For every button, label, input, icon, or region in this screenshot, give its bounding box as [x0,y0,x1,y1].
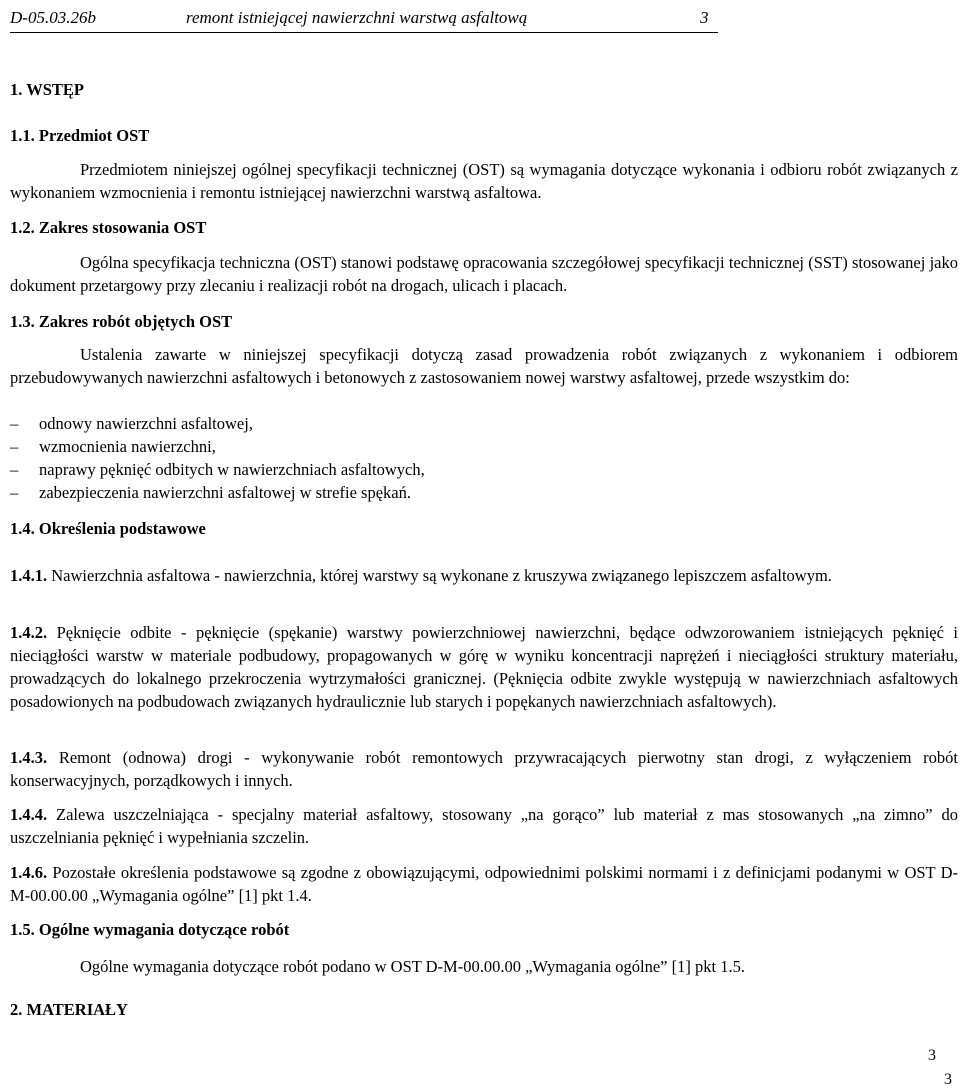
list-item: – odnowy nawierzchni asfaltowej, [10,414,253,433]
list-item: – zabezpieczenia nawierzchni asfaltowej w strefie spękań. [10,483,411,502]
definition-1-4-6 [10,861,958,907]
definition-text: Pęknięcie odbite - pęknięcie (spękanie) warstwy powierzchniowej nawierzchni, będące odwzorowaniem istniejących pęknięć i nieciągłości warstw w materiale podbudowy, propagowanych w górę w wyniku koncentracji naprężeń i nieciągłości struktury materiału, prowadzących do lokalnego przekroczenia wytrzymałości granicznej. (Pęknięcia odbite zwykle występują w nawierzchniach asfaltowych posadowionych na podbudowach związanych hydraulicznie lub starych i popękanych nawierzchniach asfaltowych). [10,623,959,711]
list-item: – naprawy pęknięć odbitych w nawierzchniach asfaltowych, [10,460,425,479]
definition-text: Pozostałe określenia podstawowe są zgodne z obowiązującymi, odpowiednimi polskimi normami i z definicjami podanymi w OST D-M-00.00.00 „Wymagania ogólne” [1] pkt 1.4. [10,863,959,905]
section-1-2-heading: 1.2. Zakres stosowania OST [10,218,207,237]
document-code: D-05.03.26b [10,8,96,27]
definition-number: 1.4.6. [10,863,48,882]
definition-number: 1.4.4. [10,805,48,824]
section-1-4-heading: 1.4. Określenia podstawowe [10,519,206,538]
definition-number: 1.4.1. [10,566,48,585]
section-1-1-text: Przedmiotem niniejszej ogólnej specyfikacji technicznej (OST) są wymagania dotyczące wykonania i odbioru robót związanych z wykonaniem wzmocnienia i remontu istniejącej nawierzchni warstwą asfaltowa. [10,160,958,202]
page-header [10,4,718,33]
section-1-1-heading: 1.1. Przedmiot OST [10,126,150,145]
definition-number: 1.4.3. [10,748,48,767]
footer-page-number: 3 [928,1047,936,1064]
dash-bullet: – [10,460,19,479]
section-1-2-text: Ogólna specyfikacja techniczna (OST) stanowi podstawę opracowania szczegółowej specyfikacji technicznej (SST) stosowanej jako dokument przetargowy przy zlecaniu i realizacji robót na drogach, ulicach i placach. [10,253,958,295]
definition-text: Zalewa uszczelniająca - specjalny materiał asfaltowy, stosowany „na gorąco” lub materiał z mas stosowanych „na zimno” do uszczelniania pęknięć i wypełniania szczelin. [10,805,959,847]
definition-1-4-3 [10,746,958,792]
corner-page-number: 3 [944,1071,952,1088]
section-1-5-heading: 1.5. Ogólne wymagania dotyczące robót [10,920,290,939]
dash-bullet: – [10,483,19,502]
section-2-heading: 2. MATERIAŁY [10,1000,128,1019]
definition-text: Nawierzchnia asfaltowa - nawierzchnia, której warstwy są wykonane z kruszywa związanego lepiszczem asfaltowym. [51,566,832,585]
dash-bullet: – [10,437,19,456]
definition-text: Remont (odnowa) drogi - wykonywanie robót remontowych przywracających pierwotny stan drogi, z wyłączeniem robót konserwacyjnych, porządkowych i innych. [10,748,959,790]
definition-1-4-1 [10,564,960,587]
section-1-3-heading: 1.3. Zakres robót objętych OST [10,312,233,331]
section-1-heading: 1. WSTĘP [10,80,84,99]
dash-bullet: – [10,414,19,433]
scope-list [10,412,958,504]
header-page-number: 3 [700,8,709,27]
document-title: remont istniejącej nawierzchni warstwą asfaltową [186,8,528,27]
definition-number: 1.4.2. [10,623,48,642]
section-1-5-text: Ogólne wymagania dotyczące robót podano w OST D-M-00.00.00 „Wymagania ogólne” [1] pkt 1.5. [80,957,745,976]
definition-1-4-4 [10,803,958,849]
definition-1-4-2 [10,621,958,713]
section-1-3-text: Ustalenia zawarte w niniejszej specyfikacji dotyczą zasad prowadzenia robót związanych z wykonaniem i odbiorem przebudowywanych nawierzchni asfaltowych i betonowych z zastosowaniem nowej warstwy asfaltowej, przede wszystkim do: [10,345,958,387]
list-item: – wzmocnienia nawierzchni, [10,437,216,456]
